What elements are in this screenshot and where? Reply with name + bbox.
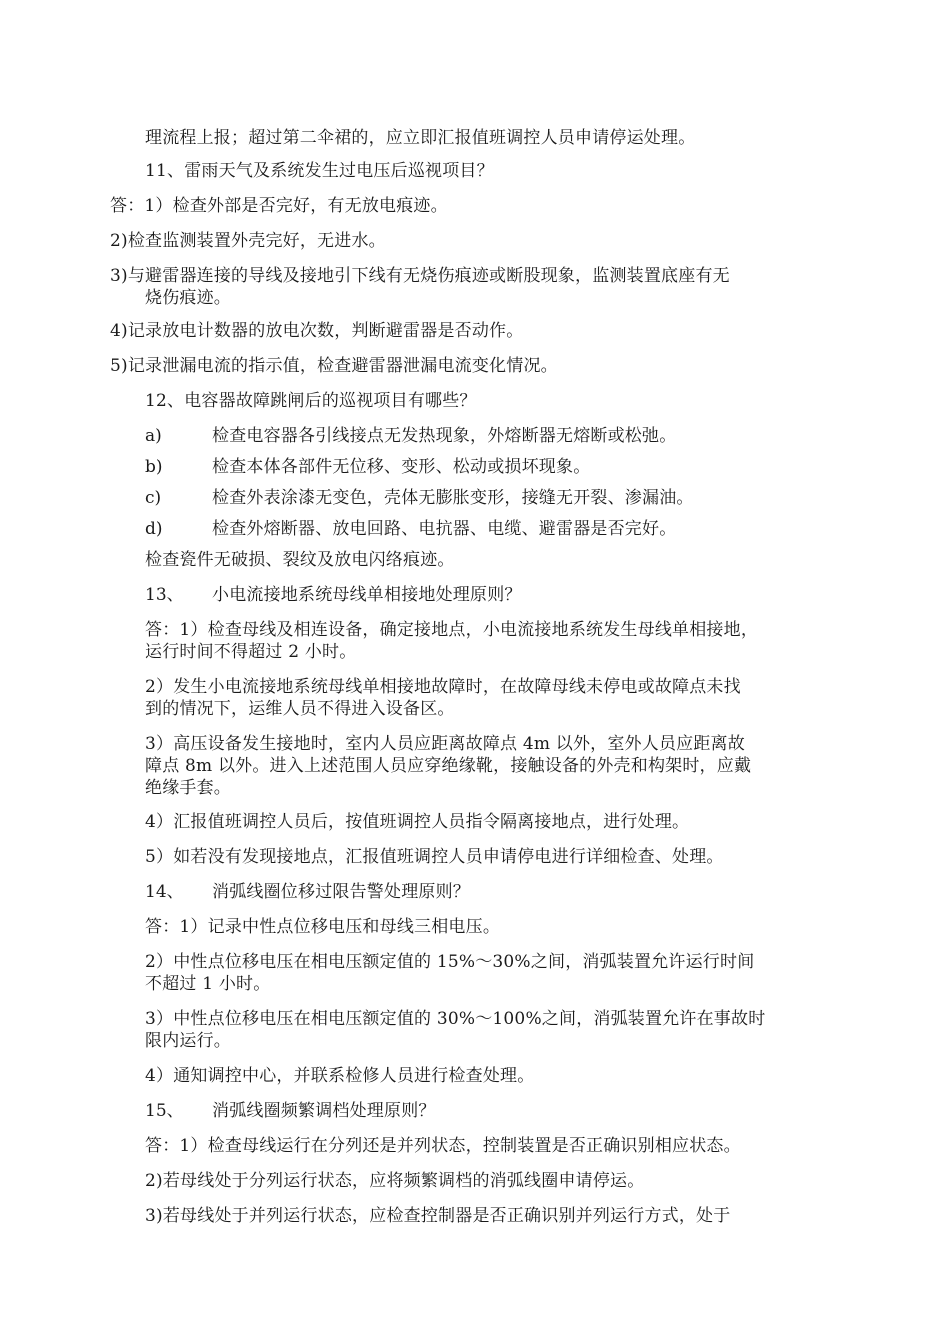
answer-line: 限内运行。 (145, 1031, 231, 1051)
answer-line: 烧伤痕迹。 (145, 288, 231, 308)
answer-line: 3)与避雷器连接的导线及接地引下线有无烧伤痕迹或断股现象，监测装置底座有无 (110, 266, 730, 286)
question-15: 消弧线圈频繁调档处理原则？ (212, 1101, 436, 1121)
answer-line: 运行时间不得超过 2 小时。 (145, 642, 357, 662)
answer-line: 5）如若没有发现接地点，汇报值班调控人员申请停电进行详细检查、处理。 (145, 847, 724, 867)
answer-line: 答：1）记录中性点位移电压和母线三相电压。 (145, 917, 501, 937)
answer-line: 2)若母线处于分列运行状态，应将频繁调档的消弧线圈申请停运。 (145, 1171, 645, 1191)
question-15-number: 15、 (145, 1101, 184, 1121)
answer-line: 不超过 1 小时。 (145, 974, 271, 994)
list-label: d) (145, 519, 163, 539)
list-item: 检查外表涂漆无变色，壳体无膨胀变形，接缝无开裂、渗漏油。 (212, 488, 694, 508)
answer-line: 2）发生小电流接地系统母线单相接地故障时，在故障母线未停电或故障点未找 (145, 677, 741, 697)
list-label: a) (145, 426, 162, 446)
list-label: b) (145, 457, 163, 477)
question-14-number: 14、 (145, 882, 184, 902)
list-item: 检查电容器各引线接点无发热现象，外熔断器无熔断或松弛。 (212, 426, 677, 446)
answer-line: 5)记录泄漏电流的指示值，检查避雷器泄漏电流变化情况。 (110, 356, 558, 376)
answer-line: 2)检查监测装置外壳完好，无进水。 (110, 231, 386, 251)
question-14: 消弧线圈位移过限告警处理原则？ (212, 882, 470, 902)
answer-line: 3）高压设备发生接地时，室内人员应距离故障点 4m 以外，室外人员应距离故 (145, 734, 745, 754)
text-line: 理流程上报；超过第二伞裙的，应立即汇报值班调控人员申请停运处理。 (145, 128, 696, 148)
answer-line: 答：1）检查母线及相连设备，确定接地点，小电流接地系统发生母线单相接地， (145, 620, 759, 640)
question-13-number: 13、 (145, 585, 184, 605)
answer-line: 到的情况下，运维人员不得进入设备区。 (145, 699, 455, 719)
answer-line: 3)若母线处于并列运行状态，应检查控制器是否正确识别并列运行方式，处于 (145, 1206, 731, 1226)
list-item: 检查外熔断器、放电回路、电抗器、电缆、避雷器是否完好。 (212, 519, 677, 539)
answer-line: 答：1）检查母线运行在分列还是并列状态，控制装置是否正确识别相应状态。 (145, 1136, 741, 1156)
list-item: 检查瓷件无破损、裂纹及放电闪络痕迹。 (145, 550, 455, 570)
question-11: 11、雷雨天气及系统发生过电压后巡视项目？ (145, 161, 494, 181)
list-item: 检查本体各部件无位移、变形、松动或损坏现象。 (212, 457, 591, 477)
question-13: 小电流接地系统母线单相接地处理原则？ (212, 585, 522, 605)
list-label: c) (145, 488, 162, 508)
answer-line: 答：1）检查外部是否完好，有无放电痕迹。 (110, 196, 448, 216)
answer-line: 4）通知调控中心，并联系检修人员进行检查处理。 (145, 1066, 535, 1086)
answer-line: 绝缘手套。 (145, 778, 231, 798)
answer-line: 4）汇报值班调控人员后，按值班调控人员指令隔离接地点，进行处理。 (145, 812, 690, 832)
answer-line: 2）中性点位移电压在相电压额定值的 15%～30%之间，消弧装置允许运行时间 (145, 952, 755, 972)
answer-line: 3）中性点位移电压在相电压额定值的 30%～100%之间，消弧装置允许在事故时 (145, 1009, 766, 1029)
question-12: 12、电容器故障跳闸后的巡视项目有哪些？ (145, 391, 477, 411)
answer-line: 障点 8m 以外。进入上述范围人员应穿绝缘靴，接触设备的外壳和构架时，应戴 (145, 756, 752, 776)
answer-line: 4)记录放电计数器的放电次数，判断避雷器是否动作。 (110, 321, 524, 341)
